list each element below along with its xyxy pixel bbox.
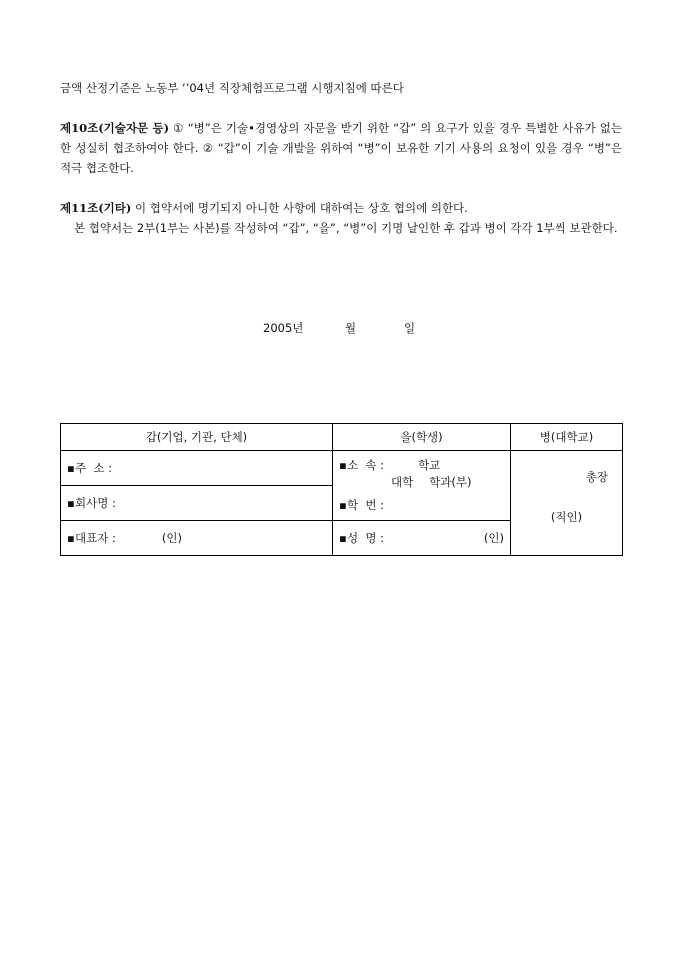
article-10 xyxy=(60,118,622,178)
article-11-title: 제11조(기타) xyxy=(60,201,132,215)
eul-college: 대학 xyxy=(391,475,414,489)
gap-ceo-cell xyxy=(61,521,333,556)
date-month: 월 xyxy=(345,321,357,335)
eul-affiliation-label: 소 속 : xyxy=(347,458,385,472)
byeong-president: 총장 xyxy=(585,470,608,484)
bullet-icon: ▪ xyxy=(67,531,75,545)
article-11 xyxy=(60,198,622,218)
header-eul: 을(학생) xyxy=(333,424,511,451)
bullet-icon: ▪ xyxy=(67,496,75,510)
signature-table xyxy=(60,423,623,556)
byeong-official-seal: (직인) xyxy=(550,510,583,524)
eul-student-id-label: 학 번 : xyxy=(347,498,385,512)
date-day: 일 xyxy=(404,321,416,335)
article-11-body: 이 협약서에 명기되지 아니한 사항에 대하여는 상호 협의에 의한다. xyxy=(131,201,468,215)
paragraph-payment-basis: 금액 산정기준은 노동부 ‘’04년 직장체험프로그램 시행지침에 따른다 xyxy=(60,81,404,95)
gap-ceo-seal: (인) xyxy=(161,531,182,545)
article-10-title: 제10조(기술자문 등) xyxy=(60,121,170,135)
bullet-icon: ▪ xyxy=(339,531,347,545)
eul-affiliation-cell xyxy=(333,451,511,521)
eul-department: 학과(부) xyxy=(429,475,472,489)
article-10-body: ① “병”은 기술•경영상의 자문을 받기 위한 “갑” 의 요구가 있을 경우 특별한 사유가 없는 한 성실히 협조하여야 한다. ② “갑”이 기술 개발을 위하여 “병”이 보유한 기기 사용의 요청이 있을 경우 “병”은 적극 협조한다. xyxy=(60,121,622,175)
header-byeong: 병(대학교) xyxy=(511,424,623,451)
bullet-icon: ▪ xyxy=(339,458,347,472)
gap-address-label: 주 소 : xyxy=(75,461,113,475)
gap-company-label: 회사명 : xyxy=(75,496,116,510)
gap-ceo-label: 대표자 : xyxy=(75,531,116,545)
signature-row-1 xyxy=(61,451,623,486)
byeong-cell xyxy=(511,451,623,556)
closing-paragraph: 본 협약서는 2부(1부는 사본)를 작성하여 “갑”, “을”, “병”이 기명 날인한 후 갑과 병이 각각 1부씩 보관한다. xyxy=(74,221,618,235)
eul-school: 학교 xyxy=(418,458,441,472)
signature-header-row xyxy=(61,424,623,451)
gap-address-cell xyxy=(61,451,333,486)
bullet-icon: ▪ xyxy=(67,461,75,475)
eul-name-cell xyxy=(333,521,511,556)
bullet-icon: ▪ xyxy=(339,498,347,512)
header-gap: 갑(기업, 기관, 단체) xyxy=(61,424,333,451)
eul-seal: (인) xyxy=(483,531,504,545)
gap-company-cell xyxy=(61,486,333,521)
eul-name-label: 성 명 : xyxy=(347,531,385,545)
date-year: 2005년 xyxy=(263,321,304,335)
